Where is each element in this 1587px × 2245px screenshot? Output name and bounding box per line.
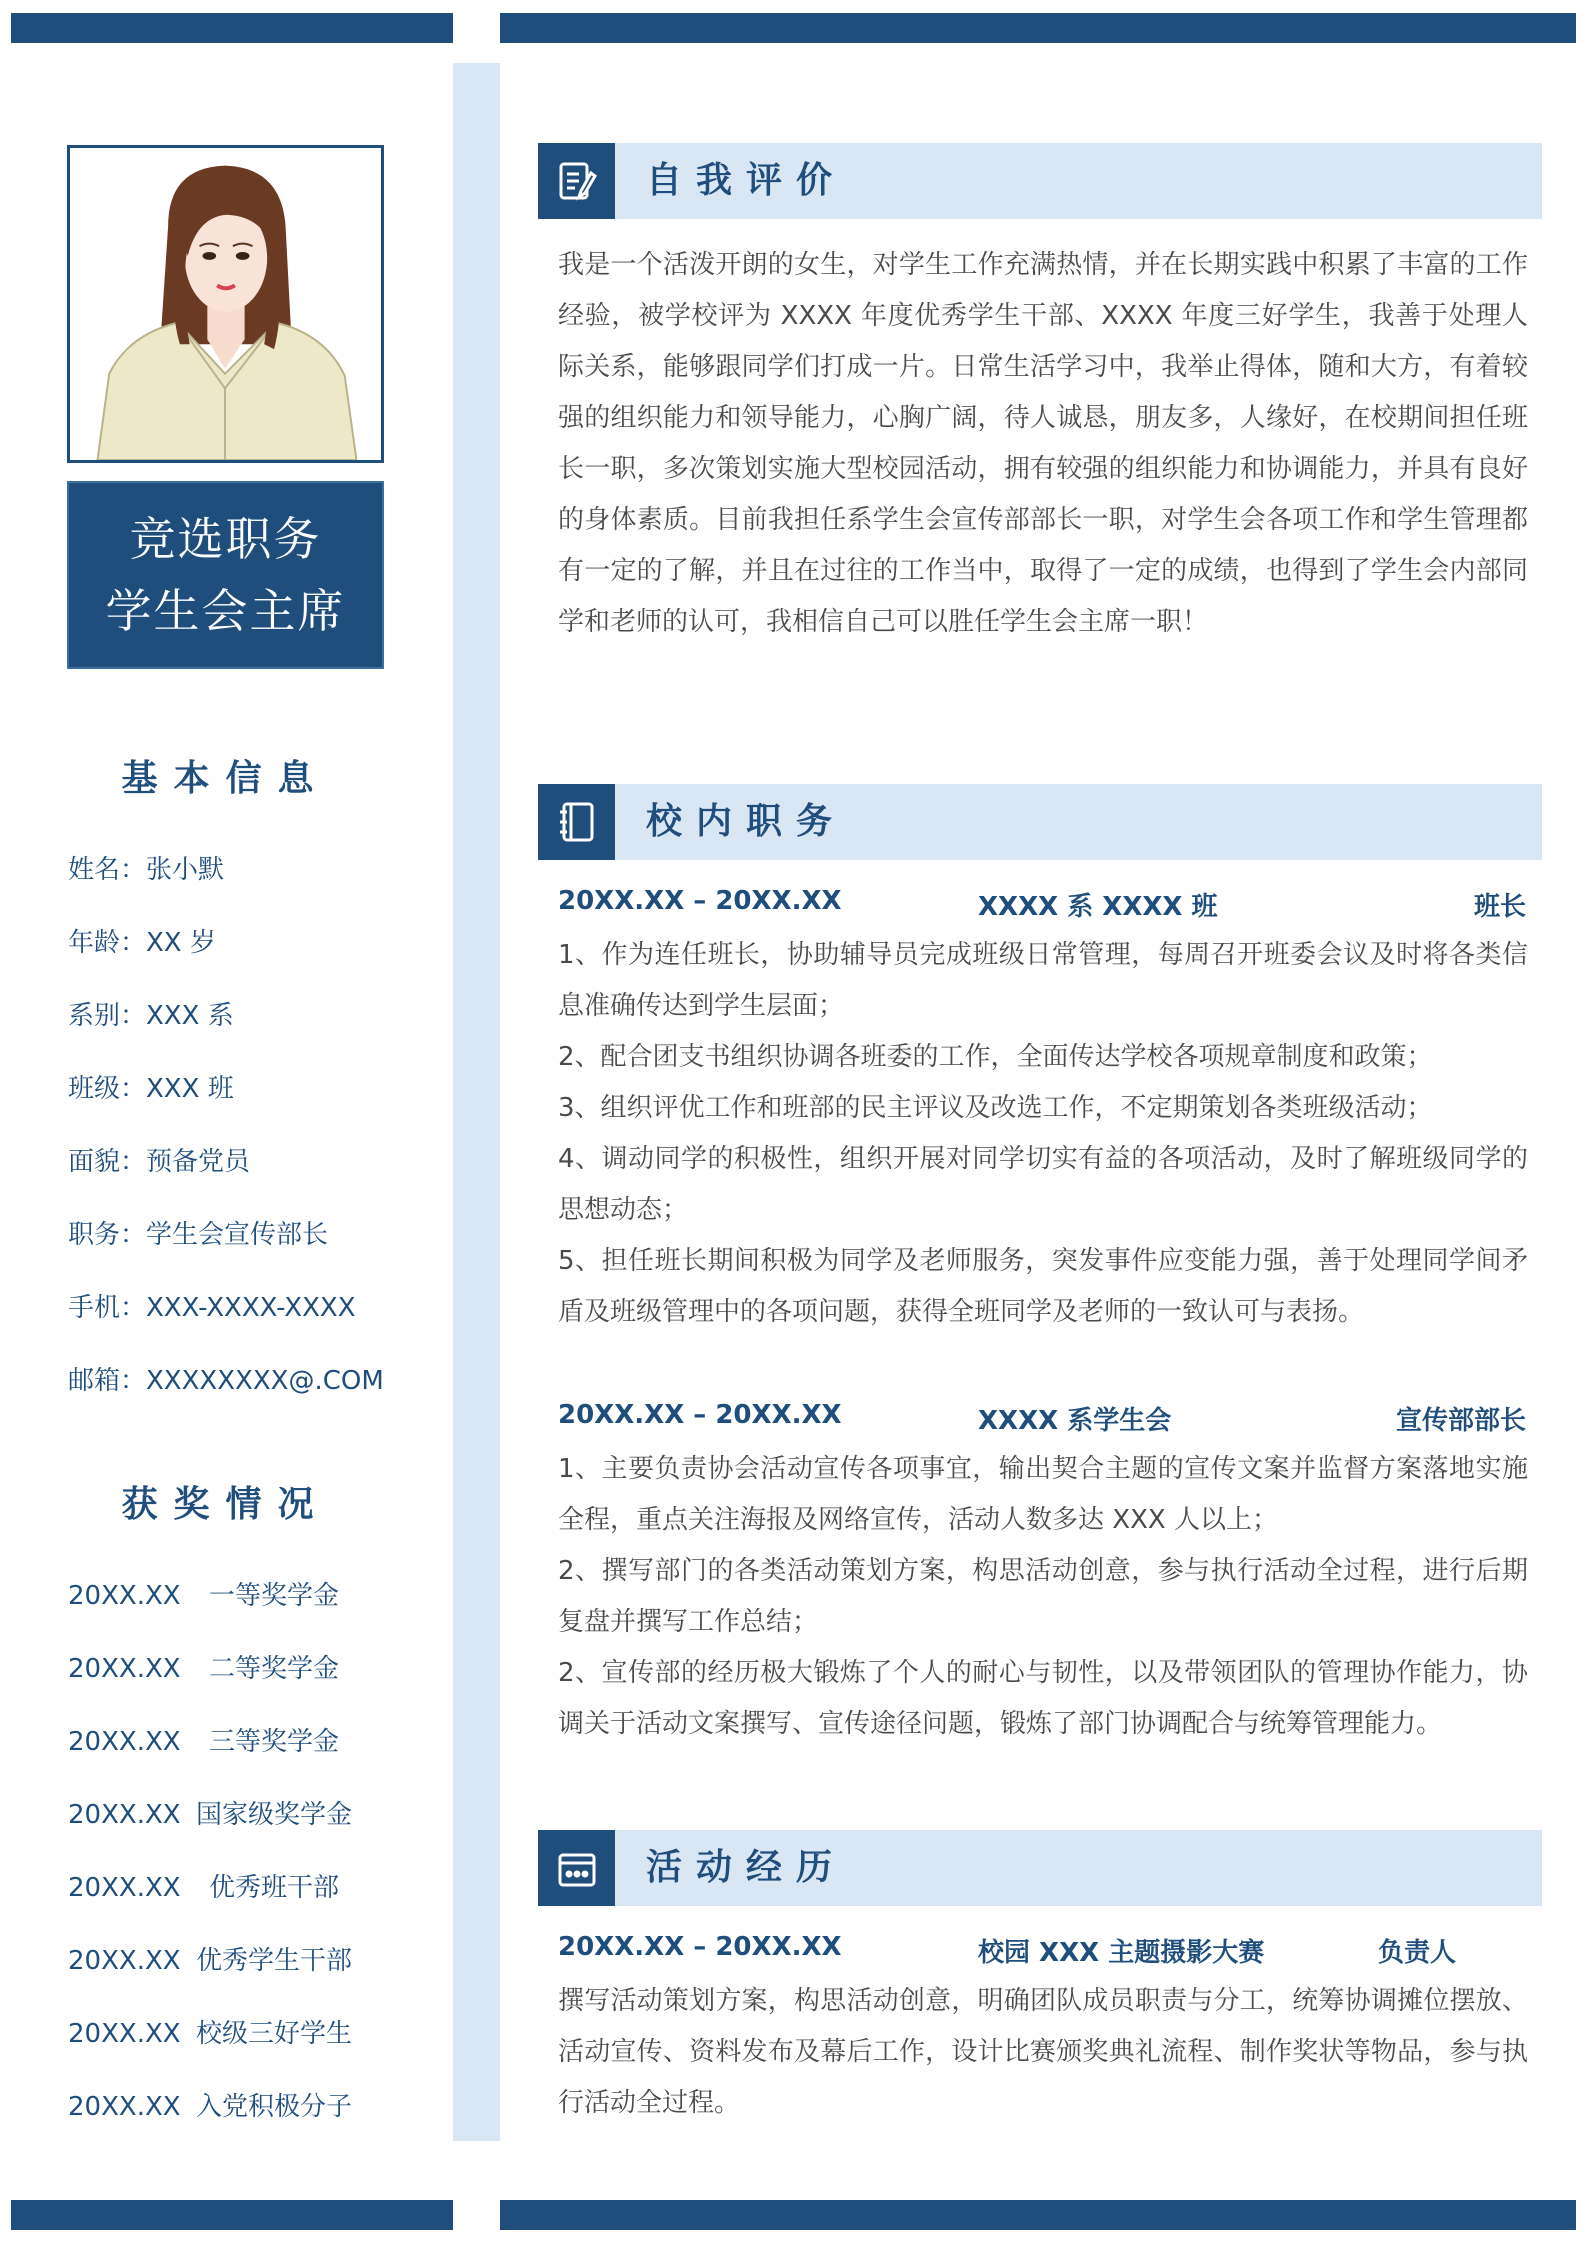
award-item	[68, 1868, 448, 1941]
column-divider-stripe	[453, 63, 500, 2141]
activity-text: 撰写活动策划方案，构思活动创意，明确团队成员职责与分工，统筹协调摊位摆放、活动宣传、资料发布及幕后工作，设计比赛颁奖典礼流程、制作奖状等物品，参与执行活动全过程。	[558, 1986, 1528, 2118]
award-name: 入党积极分子	[195, 2092, 352, 2122]
top-bar-left	[11, 13, 453, 43]
position-value: 学生会主席	[105, 584, 346, 638]
job-1-org: XXXX 系 XXXX 班	[978, 892, 1218, 922]
self-eval-text: 我是一个活泼开朗的女生，对学生工作充满热情，并在长期实践中积累了丰富的工作经验，被学校评为 XXXX 年度优秀学生干部、XXXX 年度三好学生，我善于处理人际关系，能够跟同学们打成一片。日常生活学习中，我举止得体，随和大方，有着较强的组织能力和领导能力，心胸广阔，待人诚恳，朋友多，人缘好，在校期间担任班长一职，多次策划实施大型校园活动，拥有较强的组织能力和协调能力，并具有良好的身体素质。目前我担任系学生会宣传部部长一职，对学生会各项工作和学生管理都有一定的了解，并且在过往的工作当中，取得了一定的成绩，也得到了学生会内部同学和老师的认可，我相信自己可以胜任学生会主席一职！	[558, 250, 1528, 637]
award-date: 20XX.XX	[68, 1727, 181, 1757]
calendar-box-icon	[538, 1830, 615, 1906]
job-2-org: XXXX 系学生会	[978, 1406, 1172, 1436]
duty-item: 2、配合团支书组织协调各班委的工作，全面传达学校各项规章制度和政策；	[558, 1042, 1433, 1072]
duty-item: 1、主要负责协会活动宣传各项事宜，输出契合主题的宣传文案并监督方案落地实施全程，重点关注海报及网络宣传，活动人数多达 XXX 人以上；	[558, 1454, 1528, 1535]
bottom-bar-left	[11, 2200, 453, 2230]
basic-info-list	[68, 850, 448, 1434]
portrait-illustration	[70, 148, 381, 460]
award-date: 20XX.XX	[68, 1946, 181, 1976]
award-name: 一等奖学金	[208, 1581, 339, 1611]
self-eval-title: 自我评价	[646, 160, 847, 201]
activities-title: 活动经历	[646, 1847, 847, 1888]
job-1-date: 20XX.XX – 20XX.XX	[558, 886, 842, 916]
award-item	[68, 1941, 448, 2014]
info-name: 姓名：张小默	[68, 855, 225, 885]
award-item	[68, 1649, 448, 1722]
profile-photo	[67, 145, 384, 463]
activity-header	[558, 1932, 1526, 1972]
edit-note-icon	[538, 143, 615, 219]
activities-header	[538, 1830, 1542, 1906]
job-1-role: 班长	[1473, 892, 1526, 922]
info-position: 职务：学生会宣传部长	[68, 1220, 329, 1250]
award-item	[68, 2087, 448, 2160]
basic-info-heading: 基本信息	[121, 758, 330, 799]
job-2-header	[558, 1400, 1526, 1440]
award-date: 20XX.XX	[68, 1873, 181, 1903]
job-2-duties	[558, 1444, 1528, 1750]
bottom-bar-right	[500, 2200, 1576, 2230]
info-department: 系别：XXX 系	[68, 1001, 234, 1031]
award-name: 三等奖学金	[208, 1727, 339, 1757]
award-name: 优秀班干部	[208, 1873, 339, 1903]
info-class: 班级：XXX 班	[68, 1074, 234, 1104]
target-position-box	[67, 481, 384, 669]
position-label: 竞选职务	[129, 512, 322, 566]
job-2-role: 宣传部部长	[1395, 1406, 1526, 1436]
notebook-icon	[538, 784, 615, 860]
job-2-date: 20XX.XX – 20XX.XX	[558, 1400, 842, 1430]
duty-item: 2、撰写部门的各类活动策划方案，构思活动创意，参与执行活动全过程，进行后期复盘并撰写工作总结；	[558, 1556, 1528, 1637]
award-date: 20XX.XX	[68, 1800, 181, 1830]
duty-item: 2、宣传部的经历极大锻炼了个人的耐心与韧性，以及带领团队的管理协作能力，协调关于活动文案撰写、宣传途径问题，锻炼了部门协调配合与统筹管理能力。	[558, 1658, 1528, 1739]
duty-item: 4、调动同学的积极性，组织开展对同学切实有益的各项活动，及时了解班级同学的思想动态；	[558, 1144, 1528, 1225]
info-political-status: 面貌：预备党员	[68, 1147, 251, 1177]
awards-list	[68, 1576, 448, 2160]
duty-item: 3、组织评优工作和班部的民主评议及改选工作，不定期策划各类班级活动；	[558, 1093, 1433, 1123]
award-date: 20XX.XX	[68, 1654, 181, 1684]
top-bar-right	[500, 13, 1576, 43]
duty-item: 1、作为连任班长，协助辅导员完成班级日常管理，每周召开班委会议及时将各类信息准确传达到学生层面；	[558, 940, 1528, 1021]
job-1-duties	[558, 930, 1528, 1338]
award-item	[68, 2014, 448, 2087]
award-date: 20XX.XX	[68, 1581, 181, 1611]
award-name: 优秀学生干部	[195, 1946, 352, 1976]
job-1-header	[558, 886, 1526, 926]
activity-date: 20XX.XX – 20XX.XX	[558, 1932, 842, 1962]
award-item	[68, 1576, 448, 1649]
award-name: 二等奖学金	[208, 1654, 339, 1684]
info-email: 邮箱：XXXXXXXX@.COM	[68, 1366, 384, 1396]
info-phone: 手机：XXX-XXXX-XXXX	[68, 1293, 356, 1323]
info-age: 年龄：XX 岁	[68, 928, 216, 958]
award-item	[68, 1795, 448, 1868]
award-name: 国家级奖学金	[195, 1800, 352, 1830]
award-date: 20XX.XX	[68, 2092, 181, 2122]
self-eval-header	[538, 143, 1542, 219]
award-item	[68, 1722, 448, 1795]
duty-item: 5、担任班长期间积极为同学及老师服务，突发事件应变能力强，善于处理同学间矛盾及班级管理中的各项问题，获得全班同学及老师的一致认可与表扬。	[558, 1246, 1528, 1327]
award-date: 20XX.XX	[68, 2019, 181, 2049]
campus-jobs-title: 校内职务	[646, 801, 847, 842]
campus-jobs-header	[538, 784, 1542, 860]
awards-heading: 获奖情况	[121, 1484, 330, 1525]
award-name: 校级三好学生	[195, 2019, 352, 2049]
activity-name: 校园 XXX 主题摄影大赛	[978, 1938, 1265, 1968]
activity-role: 负责人	[1377, 1938, 1456, 1968]
